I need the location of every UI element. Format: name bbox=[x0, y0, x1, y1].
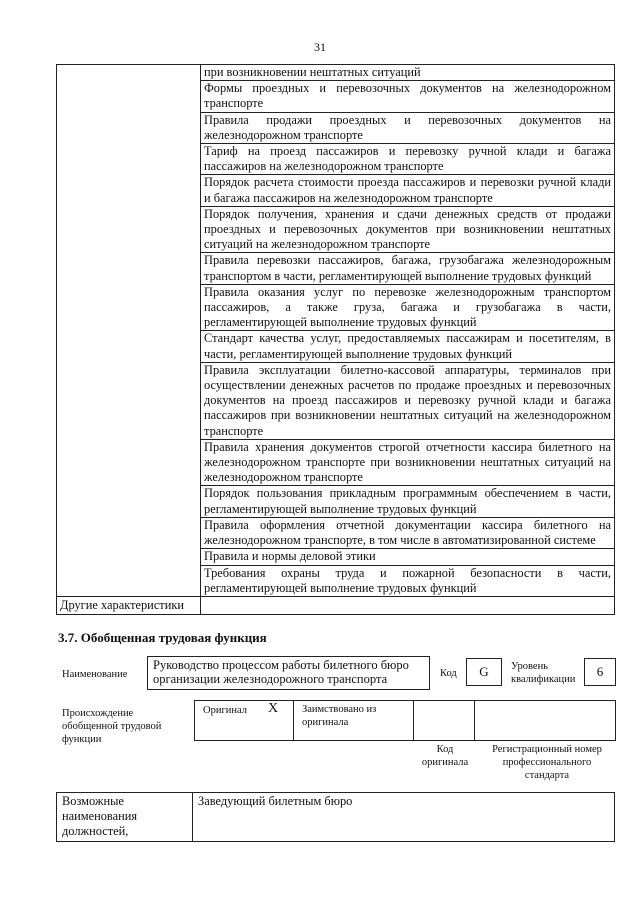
knowledge-item: Правила перевозки пассажиров, багажа, грузобагажа железнодорожным транспортом в части, регламентирующей выполнение трудовых функций bbox=[201, 253, 615, 284]
other-characteristics-row bbox=[57, 596, 615, 614]
reg-number-caption: Регистрационный номер профессионального стандарта bbox=[492, 744, 602, 781]
positions-value: Заведующий билетным бюро bbox=[193, 793, 615, 842]
section-title: 3.7. Обобщенная трудовая функция bbox=[58, 630, 267, 645]
required-knowledge-table bbox=[56, 64, 615, 615]
original-mark: X bbox=[268, 701, 279, 716]
knowledge-item: Порядок получения, хранения и сдачи денежных средств от продажи проездных и перевозочных документов при возникновении нештатных ситуаций на железнодорожном транспорте bbox=[201, 206, 615, 253]
knowledge-item: Стандарт качества услуг, предоставляемых пассажирам и посетителям, в части, регламентирующей выполнение трудовых функций bbox=[201, 331, 615, 362]
origin-divider bbox=[413, 700, 414, 741]
knowledge-item: Правила хранения документов строгой отчетности кассира билетного на железнодорожном транспорте при возникновении нештатных ситуаций на железнодорожном транспорте bbox=[201, 439, 615, 486]
code-value-box bbox=[466, 658, 502, 686]
borrowed-label: Заимствовано из оригинала bbox=[302, 704, 377, 728]
table-row bbox=[57, 793, 615, 842]
function-name-value: Руководство процессом работы билетного бюро организации железнодорожного транспорта bbox=[153, 658, 409, 686]
knowledge-item: Порядок пользования прикладным программным обеспечением в части, регламентирующей выполнение трудовых функций bbox=[201, 486, 615, 517]
knowledge-item: Формы проездных и перевозочных документов на железнодорожном транспорте bbox=[201, 81, 615, 112]
section-label-cell bbox=[57, 65, 201, 597]
origin-label: Происхождение обобщенной трудовой функции bbox=[62, 708, 162, 745]
possible-positions-table bbox=[56, 792, 615, 842]
positions-label: Возможные наименования должностей, bbox=[57, 793, 193, 842]
code-original-caption: Код оригинала bbox=[421, 744, 469, 768]
name-label: Наименование bbox=[62, 669, 128, 680]
knowledge-item: Правила оформления отчетной документации кассира билетного на железнодорожном транспорте, в том числе в автоматизированной системе bbox=[201, 517, 615, 548]
knowledge-item: Правила продажи проездных и перевозочных документов на железнодорожном транспорте bbox=[201, 112, 615, 143]
knowledge-item: Требования охраны труда и пожарной безопасности в части, регламентирующей выполнение трудовых функций bbox=[201, 565, 615, 596]
original-label: Оригинал bbox=[203, 705, 247, 716]
code-label: Код bbox=[440, 668, 457, 679]
origin-divider bbox=[474, 700, 475, 741]
knowledge-item: при возникновении нештатных ситуаций bbox=[201, 65, 615, 81]
other-characteristics-label: Другие характеристики bbox=[57, 596, 201, 614]
knowledge-item: Тариф на проезд пассажиров и перевозку ручной клади и багажа пассажиров на железнодорожном транспорте bbox=[201, 144, 615, 175]
level-value-box bbox=[584, 658, 616, 686]
level-value: 6 bbox=[596, 664, 604, 679]
knowledge-item: Порядок расчета стоимости проезда пассажиров и перевозки ручной клади и багажа пассажиров на железнодорожном транспорте bbox=[201, 175, 615, 206]
page-number: 31 bbox=[314, 40, 326, 54]
function-name-box bbox=[147, 656, 430, 690]
qualification-level-label: Уровень квалификации bbox=[511, 661, 576, 685]
knowledge-item: Правила и нормы деловой этики bbox=[201, 549, 615, 565]
knowledge-item: Правила оказания услуг по перевозке железнодорожным транспортом пассажиров, а также груза, багажа и грузобагажа в части, регламентирующей выполнение трудовых функций bbox=[201, 284, 615, 331]
table-row bbox=[57, 65, 615, 81]
other-characteristics-value bbox=[201, 596, 615, 614]
origin-divider bbox=[293, 700, 294, 741]
knowledge-item: Правила эксплуатации билетно-кассовой аппаратуры, терминалов при осуществлении денежных расчетов по продаже проездных и перевозочных документов на проезд пассажиров и перевозку ручной клади и багажа пассажиров при возникновении нештатных ситуаций на железнодорожном транспорте bbox=[201, 362, 615, 439]
code-value: G bbox=[479, 664, 489, 679]
